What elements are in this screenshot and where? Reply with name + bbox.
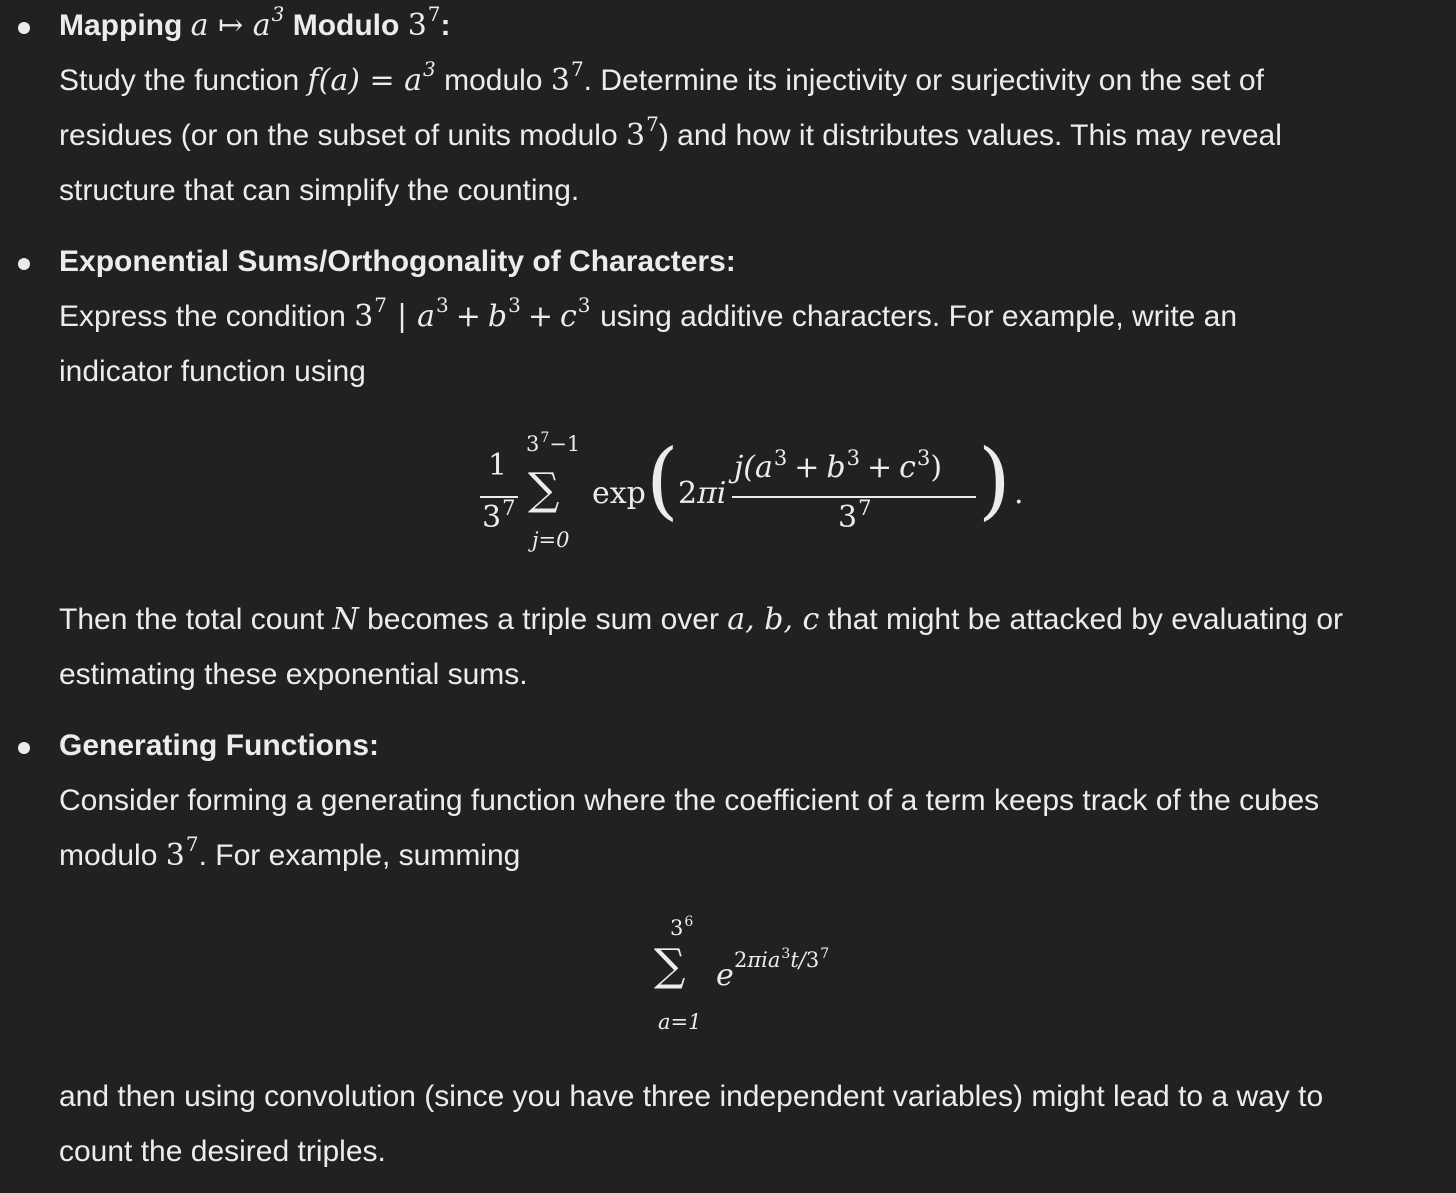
generating-sum-formula: $3^6$ ∑ a=1 e $2\pi ia^3t/3^7$: [654, 914, 830, 1034]
indicator-formula: 1 $3^7$ $3^7-1$ ∑ j=0 exp ( 2πi $j(a^3 + b^3 + c^3)$ $3^7$ ) .: [482, 430, 1024, 552]
paragraph-line: Express the condition $3^7$ | $a^3 + b^3 + c^3$ using additive characters. For example, write an: [59, 293, 1238, 334]
bullet-heading-mapping: Mapping a ↦ $a^3$ Modulo $3^7$:: [59, 2, 451, 43]
paragraph-line: Consider forming a generating function where the coefficient of a term keeps track of the cubes: [59, 784, 1320, 817]
bullet-heading-exponential-sums: Exponential Sums/Orthogonality of Characters:: [59, 245, 736, 278]
paragraph-line: modulo $3^7$. For example, summing: [59, 832, 521, 873]
bullet-dot: [18, 742, 30, 754]
paragraph-line: indicator function using: [59, 355, 366, 388]
bullet-heading-generating-functions: Generating Functions:: [59, 729, 380, 762]
paragraph-line: residues (or on the subset of units modulo $3^7$) and how it distributes values. This may reveal: [59, 112, 1282, 153]
paragraph-line: Study the function $f(a) = a^3$ modulo $3^7$. Determine its injectivity or surjectivity on the set of: [59, 57, 1264, 98]
paragraph-line: Then the total count N becomes a triple sum over a, b, c that might be attacked by evaluating or: [59, 602, 1343, 637]
divisibility-condition: $3^7$ | $a^3 + b^3 + c^3$: [354, 293, 591, 334]
paragraph-line: and then using convolution (since you have three independent variables) might lead to a way to: [59, 1080, 1324, 1113]
paragraph-line: structure that can simplify the counting.: [59, 174, 580, 207]
bullet-dot: [18, 22, 30, 34]
bullet-dot: [18, 258, 30, 270]
paragraph-line: count the desired triples.: [59, 1135, 386, 1168]
paragraph-line: estimating these exponential sums.: [59, 658, 528, 691]
